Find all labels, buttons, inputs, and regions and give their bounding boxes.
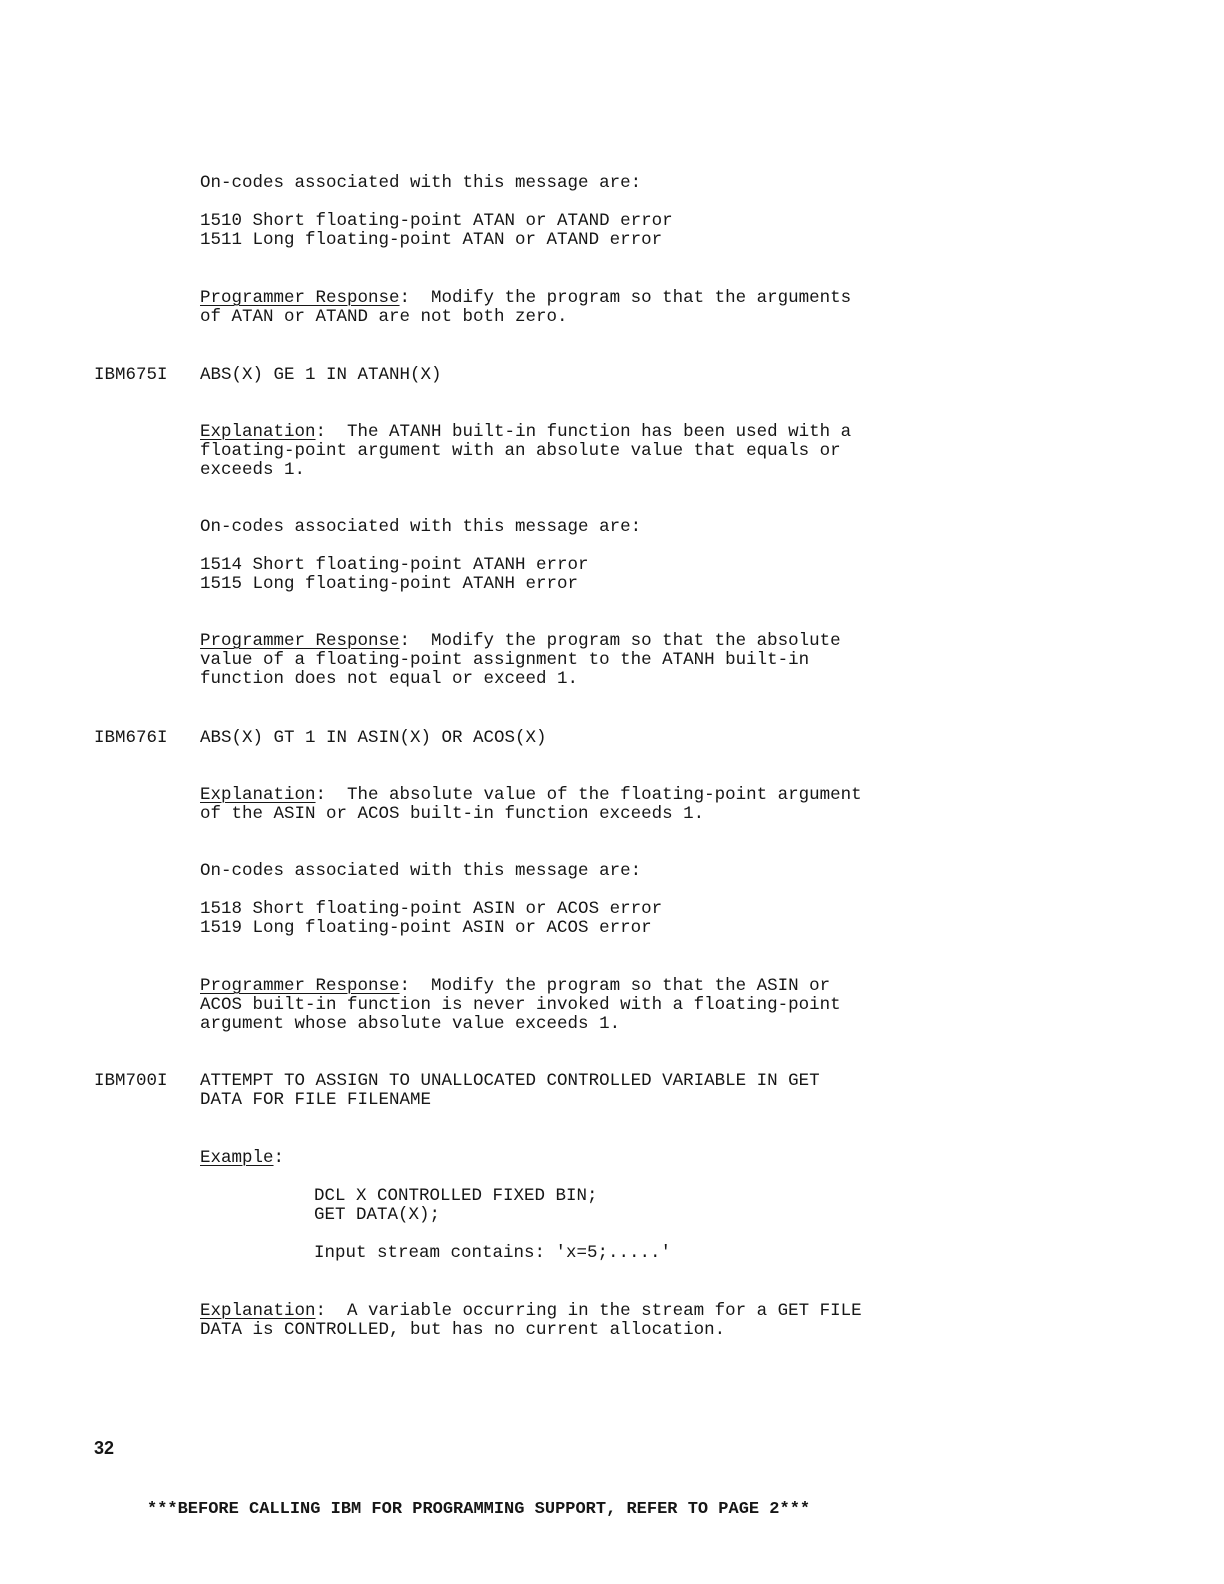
response-text: : Modify the program so that the ASIN or <box>399 976 831 996</box>
example-input-line: Input stream contains: 'x=5;.....' <box>314 1243 672 1263</box>
oncode-item: 1511 Long floating-point ATAN or ATAND error <box>200 230 663 250</box>
programmer-response <box>200 977 830 996</box>
oncode-item: 1518 Short floating-point ASIN or ACOS error <box>200 899 663 919</box>
programmer-response <box>200 289 851 308</box>
example-code-line: DCL X CONTROLLED FIXED BIN; <box>314 1186 598 1206</box>
response-text: : Modify the program so that the arguments <box>399 288 852 308</box>
message-title: ABS(X) GE 1 IN ATANH(X) <box>200 365 442 385</box>
explanation-text: of the ASIN or ACOS built-in function exceeds 1. <box>200 804 705 824</box>
oncodes-heading: On-codes associated with this message are: <box>200 861 642 881</box>
oncodes-heading: On-codes associated with this message are: <box>200 173 642 193</box>
explanation <box>200 1302 862 1321</box>
message-title: DATA FOR FILE FILENAME <box>200 1090 432 1110</box>
response-label: Programmer Response <box>200 976 400 996</box>
example-heading: Example: <box>200 1148 285 1168</box>
oncode-item: 1514 Short floating-point ATANH error <box>200 555 589 575</box>
explanation-label: Explanation <box>200 1301 316 1321</box>
example-label: Example <box>200 1148 274 1168</box>
response-label: Programmer Response <box>200 288 400 308</box>
oncodes-heading: On-codes associated with this message are: <box>200 517 642 537</box>
explanation <box>200 423 851 442</box>
response-text: argument whose absolute value exceeds 1. <box>200 1014 621 1034</box>
message-title: ABS(X) GT 1 IN ASIN(X) OR ACOS(X) <box>200 728 547 748</box>
explanation-text: : The absolute value of the floating-point argument <box>315 785 862 805</box>
explanation <box>200 786 862 805</box>
message-title: ATTEMPT TO ASSIGN TO UNALLOCATED CONTROLLED VARIABLE IN GET <box>200 1071 820 1091</box>
page-footer: ***BEFORE CALLING IBM FOR PROGRAMMING SUPPORT, REFER TO PAGE 2*** <box>147 1500 811 1519</box>
message-code: IBM675I <box>94 365 168 385</box>
explanation-text: DATA is CONTROLLED, but has no current allocation. <box>200 1320 726 1340</box>
response-text: value of a floating-point assignment to the ATANH built-in <box>200 650 810 670</box>
page-number: 32 <box>94 1438 115 1458</box>
explanation-label: Explanation <box>200 422 316 442</box>
programmer-response <box>200 632 841 651</box>
oncode-item: 1515 Long floating-point ATANH error <box>200 574 579 594</box>
response-text: ACOS built-in function is never invoked with a floating-point <box>200 995 841 1015</box>
oncode-item: 1510 Short floating-point ATAN or ATAND error <box>200 211 673 231</box>
response-text: function does not equal or exceed 1. <box>200 669 579 689</box>
message-code: IBM700I <box>94 1071 168 1091</box>
response-text: of ATAN or ATAND are not both zero. <box>200 307 568 327</box>
message-code: IBM676I <box>94 728 168 748</box>
example-code-line: GET DATA(X); <box>314 1205 441 1225</box>
response-text: : Modify the program so that the absolute <box>399 631 841 651</box>
oncode-item: 1519 Long floating-point ASIN or ACOS error <box>200 918 652 938</box>
explanation-text: floating-point argument with an absolute value that equals or <box>200 441 841 461</box>
explanation-label: Explanation <box>200 785 316 805</box>
explanation-text: exceeds 1. <box>200 460 306 480</box>
response-label: Programmer Response <box>200 631 400 651</box>
explanation-text: : A variable occurring in the stream for a GET FILE <box>315 1301 862 1321</box>
explanation-text: : The ATANH built-in function has been used with a <box>315 422 852 442</box>
